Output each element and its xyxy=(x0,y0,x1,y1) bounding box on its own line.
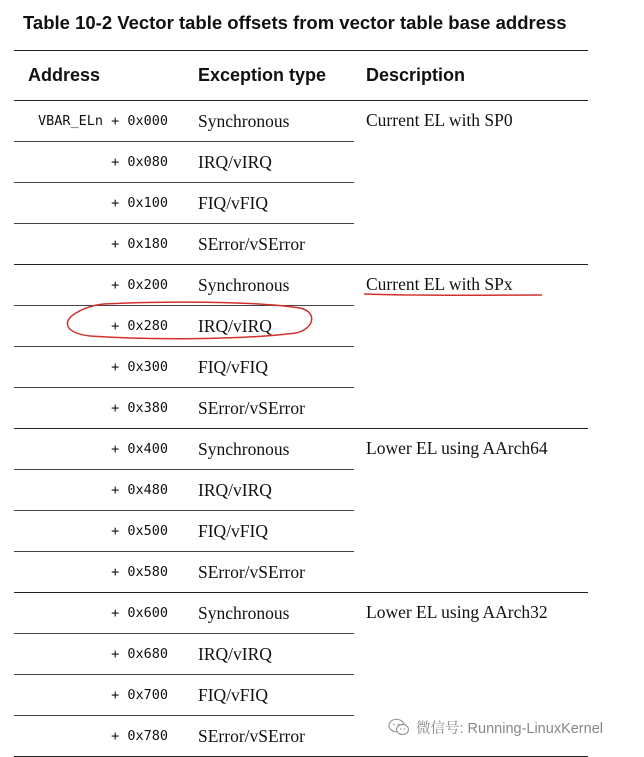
exception-type-cell: SError/vSError xyxy=(180,552,354,593)
table-title: Table 10-2 Vector table offsets from vector table base address xyxy=(23,12,567,33)
exception-type-cell: SError/vSError xyxy=(180,716,354,757)
exception-type-cell: Synchronous xyxy=(180,593,354,634)
address-cell: + 0x600 xyxy=(14,593,180,634)
address-cell: + 0x480 xyxy=(14,470,180,511)
exception-type-cell: FIQ/vFIQ xyxy=(180,511,354,552)
exception-type-cell: SError/vSError xyxy=(180,388,354,429)
address-cell: + 0x100 xyxy=(14,183,180,224)
vector-table xyxy=(14,50,588,757)
address-cell: + 0x200 xyxy=(14,265,180,306)
address-cell: + 0x680 xyxy=(14,634,180,675)
header-description: Description xyxy=(354,51,588,101)
table-row xyxy=(14,101,588,142)
exception-type-cell: FIQ/vFIQ xyxy=(180,183,354,224)
address-cell: + 0x300 xyxy=(14,347,180,388)
exception-type-cell: Synchronous xyxy=(180,265,354,306)
table-body xyxy=(14,101,588,757)
exception-type-cell: IRQ/vIRQ xyxy=(180,142,354,183)
address-cell: + 0x280 xyxy=(14,306,180,347)
wechat-icon xyxy=(388,718,410,736)
watermark xyxy=(388,716,603,738)
exception-type-cell: Synchronous xyxy=(180,101,354,142)
description-cell: Lower EL using AArch32 xyxy=(354,593,588,757)
exception-type-cell: IRQ/vIRQ xyxy=(180,306,354,347)
address-cell: + 0x780 xyxy=(14,716,180,757)
watermark-text: 微信号: Running-LinuxKernel xyxy=(416,720,603,737)
exception-type-cell: SError/vSError xyxy=(180,224,354,265)
description-cell: Current EL with SPx xyxy=(354,265,588,429)
description-cell: Current EL with SP0 xyxy=(354,101,588,265)
address-cell: + 0x400 xyxy=(14,429,180,470)
header-exception-type: Exception type xyxy=(180,51,354,101)
address-cell: + 0x580 xyxy=(14,552,180,593)
address-cell: + 0x700 xyxy=(14,675,180,716)
exception-type-cell: Synchronous xyxy=(180,429,354,470)
description-cell: Lower EL using AArch64 xyxy=(354,429,588,593)
address-cell: + 0x500 xyxy=(14,511,180,552)
table-row xyxy=(14,593,588,634)
address-cell: VBAR_ELn + 0x000 xyxy=(14,101,180,142)
exception-type-cell: IRQ/vIRQ xyxy=(180,470,354,511)
exception-type-cell: FIQ/vFIQ xyxy=(180,347,354,388)
header-address: Address xyxy=(14,51,180,101)
address-cell: + 0x380 xyxy=(14,388,180,429)
table-header-row xyxy=(14,51,588,101)
address-cell: + 0x080 xyxy=(14,142,180,183)
exception-type-cell: FIQ/vFIQ xyxy=(180,675,354,716)
table-row xyxy=(14,429,588,470)
address-cell: + 0x180 xyxy=(14,224,180,265)
exception-type-cell: IRQ/vIRQ xyxy=(180,634,354,675)
table-row xyxy=(14,265,588,306)
